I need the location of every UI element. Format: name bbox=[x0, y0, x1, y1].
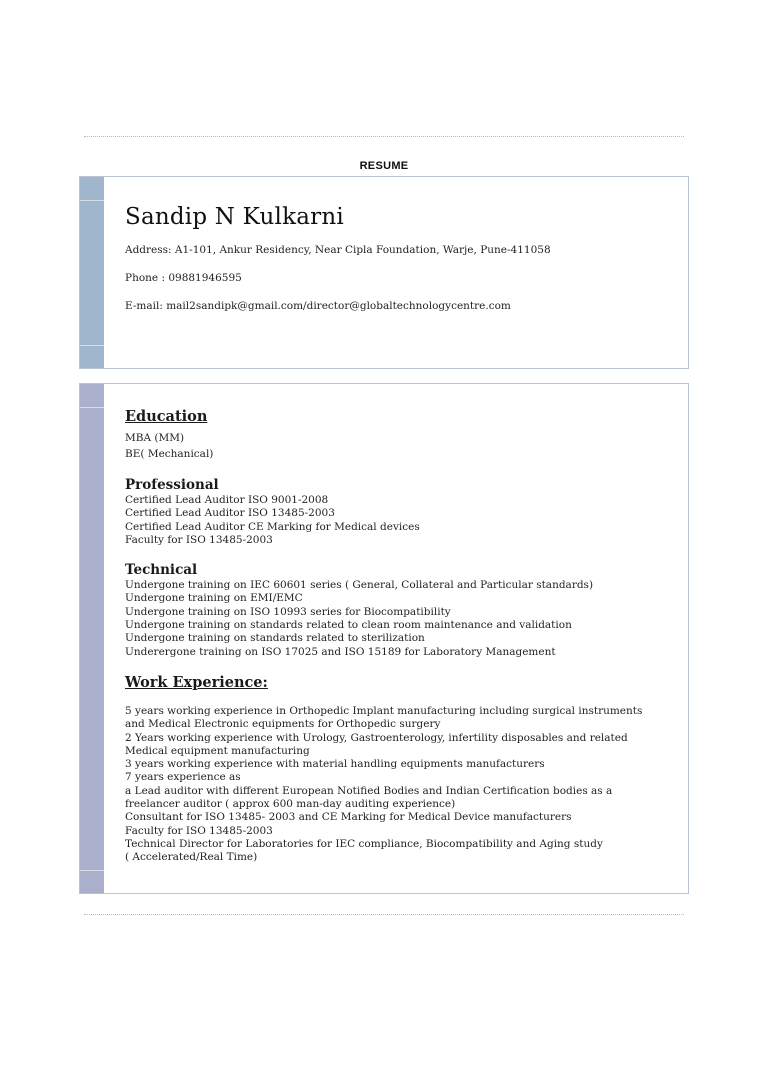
professional-item: Certified Lead Auditor ISO 13485-2003 bbox=[125, 507, 335, 520]
candidate-name: Sandip N Kulkarni bbox=[125, 204, 344, 230]
top-dotted-divider bbox=[84, 136, 684, 137]
experience-line: 5 years working experience in Orthopedic Implant manufacturing including surgical instruments bbox=[125, 704, 643, 717]
technical-item: Undergone training on standards related to clean room maintenance and validation bbox=[125, 619, 572, 632]
bottom-dotted-divider bbox=[84, 914, 684, 915]
contact-card bbox=[79, 176, 689, 369]
professional-item: Certified Lead Auditor CE Marking for Medical devices bbox=[125, 520, 420, 533]
experience-line: freelancer auditor ( approx 600 man-day auditing experience) bbox=[125, 798, 456, 811]
experience-line: Consultant for ISO 13485- 2003 and CE Marking for Medical Device manufacturers bbox=[125, 811, 572, 824]
experience-line: Faculty for ISO 13485-2003 bbox=[125, 824, 273, 837]
address-text: Address: A1-101, Ankur Residency, Near Cipla Foundation, Warje, Pune-411058 bbox=[125, 244, 551, 256]
professional-item: Faculty for ISO 13485-2003 bbox=[125, 533, 273, 546]
experience-line: and Medical Electronic equipments for Orthopedic surgery bbox=[125, 718, 441, 731]
experience-line: 7 years experience as bbox=[125, 771, 241, 784]
professional-item: Certified Lead Auditor ISO 9001-2008 bbox=[125, 494, 329, 506]
email-text: E-mail: mail2sandipk@gmail.com/director@globaltechnologycentre.com bbox=[125, 300, 511, 312]
work-experience-list bbox=[125, 705, 678, 865]
technical-item: Underergone training on ISO 17025 and ISO 15189 for Laboratory Management bbox=[125, 645, 556, 658]
professional-heading: Professional bbox=[125, 477, 219, 493]
experience-line: a Lead auditor with different European Notified Bodies and Indian Certification bodies as a bbox=[125, 784, 613, 797]
technical-heading: Technical bbox=[125, 562, 198, 579]
professional-list bbox=[125, 494, 678, 547]
education-item: BE( Mechanical) bbox=[125, 448, 214, 460]
page-title: RESUME bbox=[359, 160, 409, 172]
education-list bbox=[125, 431, 678, 461]
experience-line: ( Accelerated/Real Time) bbox=[125, 851, 258, 864]
experience-line: 3 years working experience with material handling equipments manufacturers bbox=[125, 758, 545, 771]
experience-line: 2 Years working experience with Urology, Gastroenterology, infertility disposables and related bbox=[125, 731, 628, 744]
details-side-stripe bbox=[80, 384, 104, 893]
work-experience-heading: Work Experience: bbox=[125, 673, 268, 691]
experience-line: Technical Director for Laboratories for IEC compliance, Biocompatibility and Aging study bbox=[125, 837, 603, 850]
details-card bbox=[79, 383, 689, 894]
technical-item: Undergone training on ISO 10993 series for Biocompatibility bbox=[125, 605, 451, 618]
technical-list bbox=[125, 579, 678, 659]
contact-side-stripe bbox=[80, 177, 104, 368]
technical-item: Undergone training on EMI/EMC bbox=[125, 592, 303, 605]
experience-line: Medical equipment manufacturing bbox=[125, 744, 310, 757]
technical-item: Undergone training on standards related to sterilization bbox=[125, 632, 425, 645]
education-item: MBA (MM) bbox=[125, 432, 185, 444]
education-heading: Education bbox=[125, 408, 208, 425]
technical-item: Undergone training on IEC 60601 series ( General, Collateral and Particular standards) bbox=[125, 579, 594, 592]
phone-text: Phone : 09881946595 bbox=[125, 272, 242, 284]
